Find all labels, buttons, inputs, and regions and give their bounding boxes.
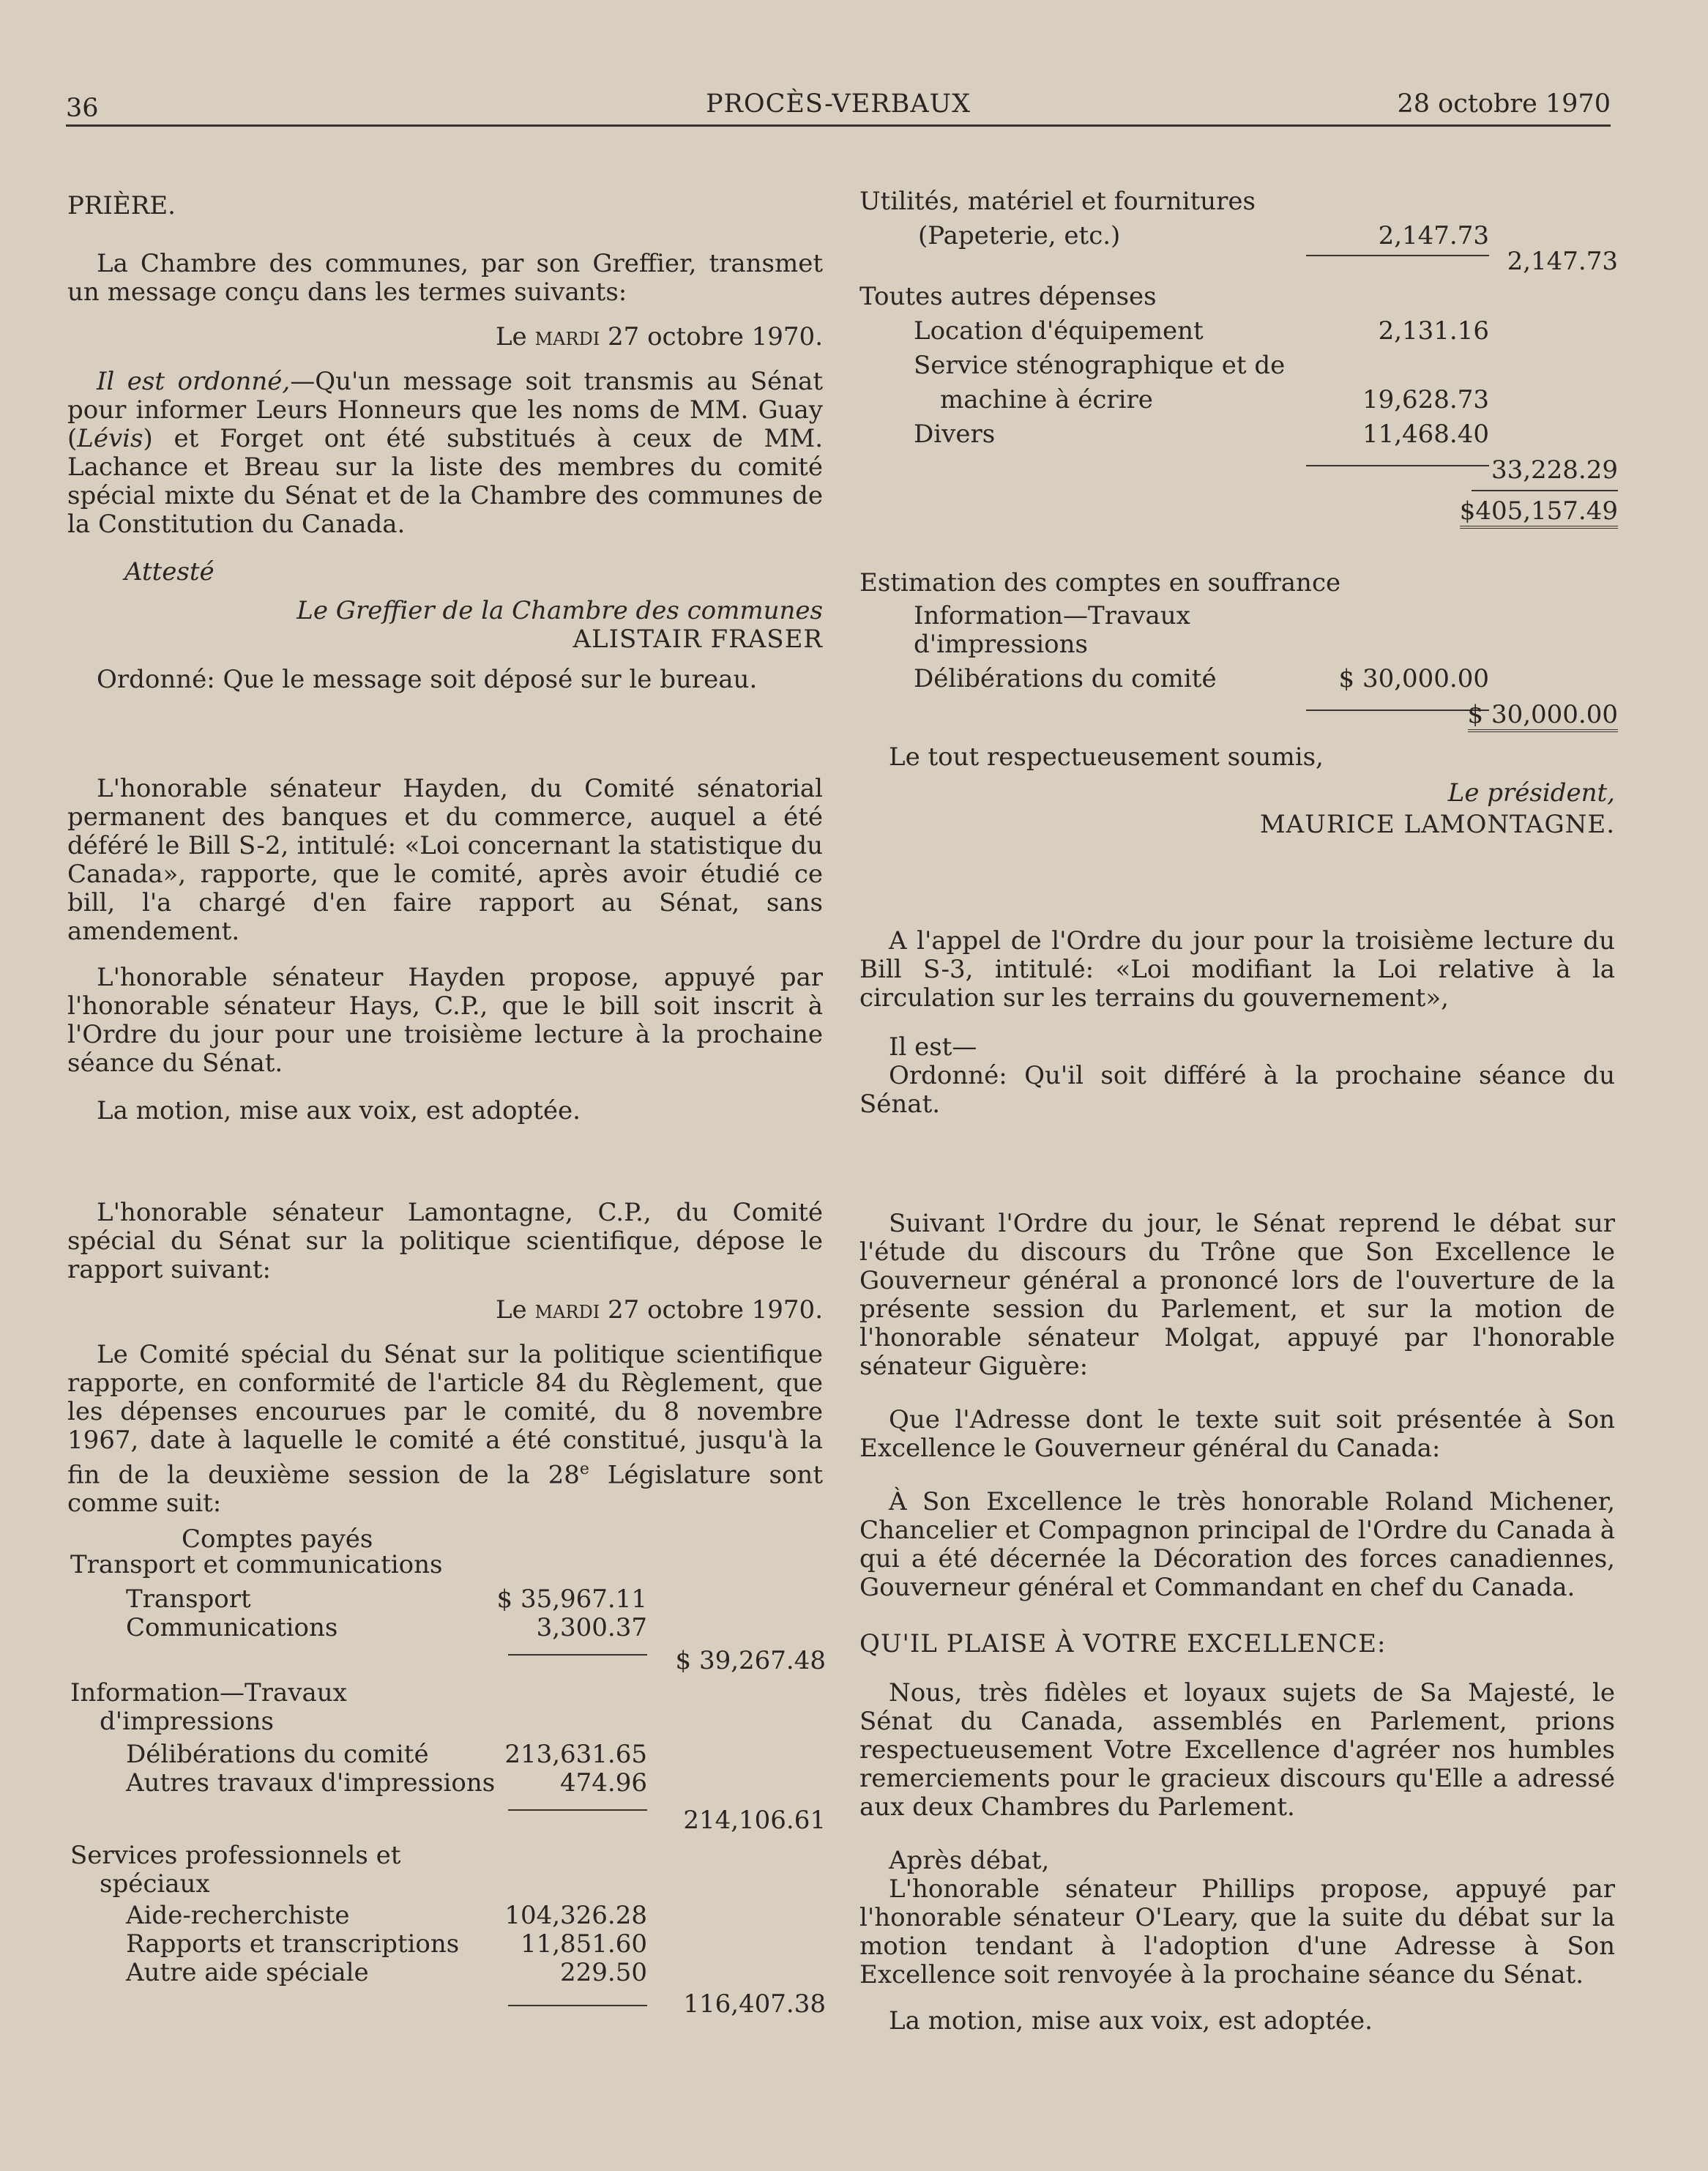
accounts-table-continued (859, 187, 1618, 528)
il-est-line: Il est— (889, 1032, 977, 1062)
communications-label: Communications (126, 1613, 338, 1643)
comptes-payes-heading: Comptes payés (182, 1524, 373, 1554)
papeterie-amount: 2,147.73 (1378, 221, 1489, 250)
estimation-table (859, 601, 1618, 730)
page-header (66, 86, 1611, 127)
nous-paragraph: Nous, très fidèles et loyaux sujets de Sa Majesté, le Sénat du Canada, assemblés en Parlement, prions respectueusement Votre Excellence d'agréer nos humbles remerciements pour le gracieux discours qu'Elle a adressé aux deux Chambres du Parlement. (859, 1678, 1615, 1822)
services-total: 116,407.38 (683, 1989, 826, 2019)
suivant-paragraph: Suivant l'Ordre du jour, le Sénat reprend le débat sur l'étude du discours du Trône que Son Excellence le Gouverneur général a prononcé lors de l'ouverture de la présente session du Parlement, et sur la motion de l'honorable sénateur Molgat, appuyé par l'honorable sénateur Giguère: (859, 1209, 1615, 1381)
location-amount: 2,131.16 (1378, 316, 1489, 346)
message-date: Le mardi 27 octobre 1970. (495, 322, 823, 351)
accounts-table (67, 1524, 826, 2021)
message-intro: La Chambre des communes, par son Greffier, transmet un message conçu dans les termes suivants: (67, 249, 823, 307)
deliberations-amount: 213,631.65 (504, 1740, 647, 1770)
hayden-report: L'honorable sénateur Hayden, du Comité sénatorial permanent des banques et du commerce, auquel a été déféré le Bill S-2, intitulé: «Loi concernant la statistique du Canada», rapporte, que le comité, après avoir étudié ce bill, l'a chargé d'en faire rapport au Sénat, sans amendement. (67, 774, 823, 946)
apres-debat-line: Après débat, (889, 1846, 1050, 1875)
rapports-amount: 11,851.60 (520, 1929, 647, 1959)
est-info-heading-2: d'impressions (914, 630, 1088, 659)
greffier-name: ALISTAIR FRASER (573, 625, 823, 654)
subtotal-rule (1306, 710, 1489, 711)
subtotal-rule (508, 1654, 647, 1656)
lamontagne-report: L'honorable sénateur Lamontagne, C.P., du Comité spécial du Sénat sur la politique scientifique, dépose le rapport suivant: (67, 1198, 823, 1284)
papeterie-label: (Papeterie, etc.) (918, 221, 1121, 250)
page-date: 28 octobre 1970 (1397, 89, 1611, 119)
info-heading-2: d'impressions (100, 1707, 274, 1737)
autres-travaux-label: Autres travaux d'impressions (126, 1768, 496, 1798)
steno-label: Service sténographique et de (914, 351, 1286, 380)
est-info-heading: Information—Travaux (914, 601, 1190, 630)
utilites-heading: Utilités, matériel et fournitures (859, 187, 1256, 216)
greffier-title: Le Greffier de la Chambre des communes (297, 596, 823, 625)
subtotal-rule (508, 1809, 647, 1811)
ordre-paragraph: Il est ordonné,—Qu'un message soit transmis au Sénat pour informer Leurs Honneurs que les noms de MM. Guay (Lévis) et Forget ont été substitués à ceux de MM. Lachance et Breau sur la liste des membres du comité spécial mixte du Sénat et de la Chambre des communes de la Constitution du Canada. (67, 367, 823, 539)
president-title: Le président, (1447, 778, 1615, 808)
toutes-total: 33,228.29 (1491, 455, 1618, 485)
report-text: Le Comité spécial du Sénat sur la politique scientifique rapporte, en conformité de l'article 84 du Règlement, que les dépenses encourues par le comité, du 8 novembre 1967, date à laquelle le comité a été constitué, jusqu'à la fin de la deuxième session de la 28e Législature sont comme suit: (67, 1340, 823, 1519)
estimation-heading: Estimation des comptes en souffrance (859, 568, 1341, 597)
steno-label-2: machine à écrire (940, 385, 1153, 414)
son-excellence-paragraph: À Son Excellence le très honorable Roland Michener, Chancelier et Compagnon principal de l'Ordre du Canada à qui a été décernée la Décoration des forces canadiennes, Gouverneur général et Commandant en chef du Canada. (859, 1487, 1615, 1602)
left-column (67, 191, 826, 2021)
autre-aide-amount: 229.50 (560, 1958, 647, 1988)
report-date: Le mardi 27 octobre 1970. (495, 1295, 823, 1325)
communications-amount: 3,300.37 (536, 1613, 647, 1643)
divers-amount: 11,468.40 (1362, 420, 1489, 449)
subtotal-rule (1306, 465, 1489, 466)
aide-recherchiste-amount: 104,326.28 (504, 1901, 647, 1931)
appel-paragraph: A l'appel de l'Ordre du jour pour la troisième lecture du Bill S-3, intitulé: «Loi modifiant la Loi relative à la circulation sur les terrains du gouvernement», (859, 926, 1615, 1013)
right-column (859, 187, 1618, 2036)
toutes-autres-heading: Toutes autres dépenses (859, 282, 1157, 311)
rapports-label: Rapports et transcriptions (126, 1929, 460, 1959)
info-heading: Information—Travaux (70, 1678, 347, 1708)
atteste-label: Attesté (124, 557, 215, 586)
steno-amount: 19,628.73 (1362, 385, 1489, 414)
subtotal-rule (508, 2005, 647, 2006)
phillips-paragraph: L'honorable sénateur Phillips propose, appuyé par l'honorable sénateur O'Leary, que la suite du débat sur la motion tendant à l'adoption d'une Adresse à Son Excellence soit renvoyée à la prochaine séance du Sénat. (859, 1874, 1615, 1989)
subtotal-rule (1306, 255, 1489, 256)
transport-label: Transport (126, 1585, 251, 1615)
transport-heading: Transport et communications (70, 1550, 443, 1580)
motion-adopted-2: La motion, mise aux voix, est adoptée. (889, 2006, 1373, 2036)
divers-label: Divers (914, 420, 996, 449)
services-heading-2: spéciaux (100, 1869, 210, 1899)
priere-heading: PRIÈRE. (67, 191, 176, 220)
transport-total: $ 39,267.48 (675, 1646, 826, 1676)
utilites-total: 2,147.73 (1507, 247, 1618, 276)
est-deliberations-amount: $ 30,000.00 (1338, 664, 1489, 693)
transport-amount: $ 35,967.11 (496, 1585, 647, 1615)
qu-il-plaise-heading: QU'IL PLAISE À VOTRE EXCELLENCE: (859, 1629, 1387, 1658)
info-total: 214,106.61 (683, 1806, 826, 1836)
services-heading: Services professionnels et (70, 1841, 401, 1871)
soumis-line: Le tout respectueusement soumis, (889, 742, 1324, 772)
deliberations-label: Délibérations du comité (126, 1740, 429, 1770)
hayden-proposal: L'honorable sénateur Hayden propose, appuyé par l'honorable sénateur Hays, C.P., que le bill soit inscrit à l'Ordre du jour pour une troisième lecture à la prochaine séance du Sénat. (67, 963, 823, 1078)
motion-adopted: La motion, mise aux voix, est adoptée. (97, 1096, 581, 1125)
location-label: Location d'équipement (914, 316, 1204, 346)
est-deliberations-label: Délibérations du comité (914, 664, 1217, 693)
autre-aide-label: Autre aide spéciale (126, 1958, 369, 1988)
adresse-paragraph: Que l'Adresse dont le texte suit soit présentée à Son Excellence le Gouverneur général du Canada: (859, 1405, 1615, 1463)
grand-total: $405,157.49 (1460, 497, 1618, 529)
ordonne-depot: Ordonné: Que le message soit déposé sur le bureau. (97, 665, 758, 694)
total-rule (1472, 490, 1618, 491)
aide-recherchiste-label: Aide-recherchiste (126, 1901, 350, 1931)
autres-travaux-amount: 474.96 (560, 1768, 647, 1798)
president-name: MAURICE LAMONTAGNE. (1259, 810, 1615, 839)
estimation-total: $ 30,000.00 (1468, 701, 1618, 732)
page-title: PROCÈS-VERBAUX (705, 89, 972, 119)
page-number: 36 (66, 94, 99, 123)
ordonne-differe: Ordonné: Qu'il soit différé à la prochaine séance du Sénat. (859, 1061, 1615, 1119)
